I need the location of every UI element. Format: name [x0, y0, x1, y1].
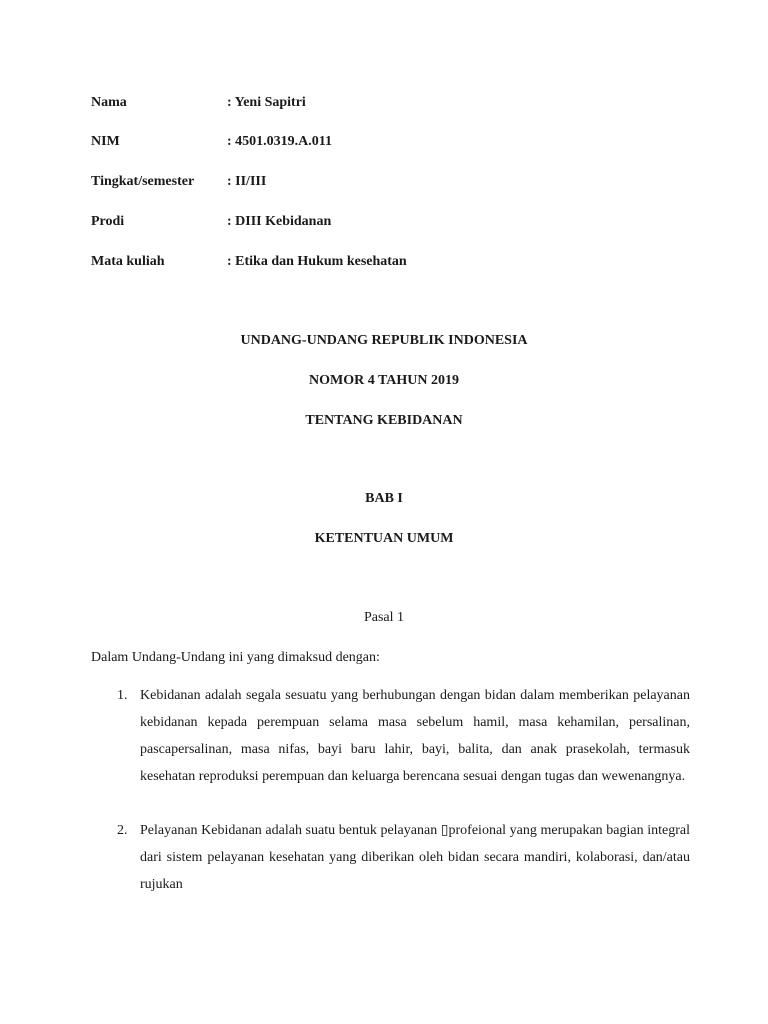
info-label: Mata kuliah	[91, 254, 165, 269]
list-text: Pelayanan Kebidanan adalah suatu bentuk pelayanan ▯profeional yang merupakan bagian integral dari sistem pelayanan kesehatan yang diberikan oleh bidan secara mandiri, kolaborasi, dan/atau rujukan	[140, 823, 690, 892]
chapter-number: BAB I	[365, 491, 403, 506]
info-row-prodi	[91, 213, 331, 231]
info-row-nama	[91, 94, 306, 112]
law-subject: TENTANG KEBIDANAN	[305, 413, 463, 428]
article-title: Pasal 1	[363, 610, 405, 625]
info-value: : 4501.0319.A.011	[227, 134, 332, 149]
info-label: Tingkat/semester	[91, 174, 195, 189]
info-value: : Etika dan Hukum kesehatan	[227, 254, 407, 269]
info-row-mata-kuliah	[91, 253, 407, 271]
article-intro: Dalam Undang-Undang ini yang dimaksud dengan:	[91, 650, 380, 665]
list-item	[117, 817, 690, 898]
list-text: Kebidanan adalah segala sesuatu yang berhubungan dengan bidan dalam memberikan pelayanan kebidanan kepada perempuan selama masa sebelum hamil, masa kehamilan, persalinan, pascapersalinan, masa nifas, bayi baru lahir, bayi, balita, dan anak prasekolah, termasuk kesehatan reproduksi perempuan dan keluarga berencana sesuai dengan tugas dan wewenangnya.	[140, 688, 690, 784]
info-value: : II/III	[227, 174, 267, 189]
info-value: : DIII Kebidanan	[227, 214, 332, 229]
law-number: NOMOR 4 TAHUN 2019	[309, 373, 459, 388]
info-row-nim	[91, 133, 332, 151]
list-number: 1.	[117, 688, 128, 703]
info-value: : Yeni Sapitri	[227, 95, 306, 110]
law-title: UNDANG-UNDANG REPUBLIK INDONESIA	[240, 333, 528, 348]
chapter-title: KETENTUAN UMUM	[314, 531, 454, 546]
info-label: Nama	[91, 95, 127, 110]
info-row-semester	[91, 173, 266, 191]
list-item	[117, 682, 690, 790]
info-label: Prodi	[91, 214, 125, 229]
list-number: 2.	[117, 823, 128, 838]
info-label: NIM	[91, 134, 120, 149]
